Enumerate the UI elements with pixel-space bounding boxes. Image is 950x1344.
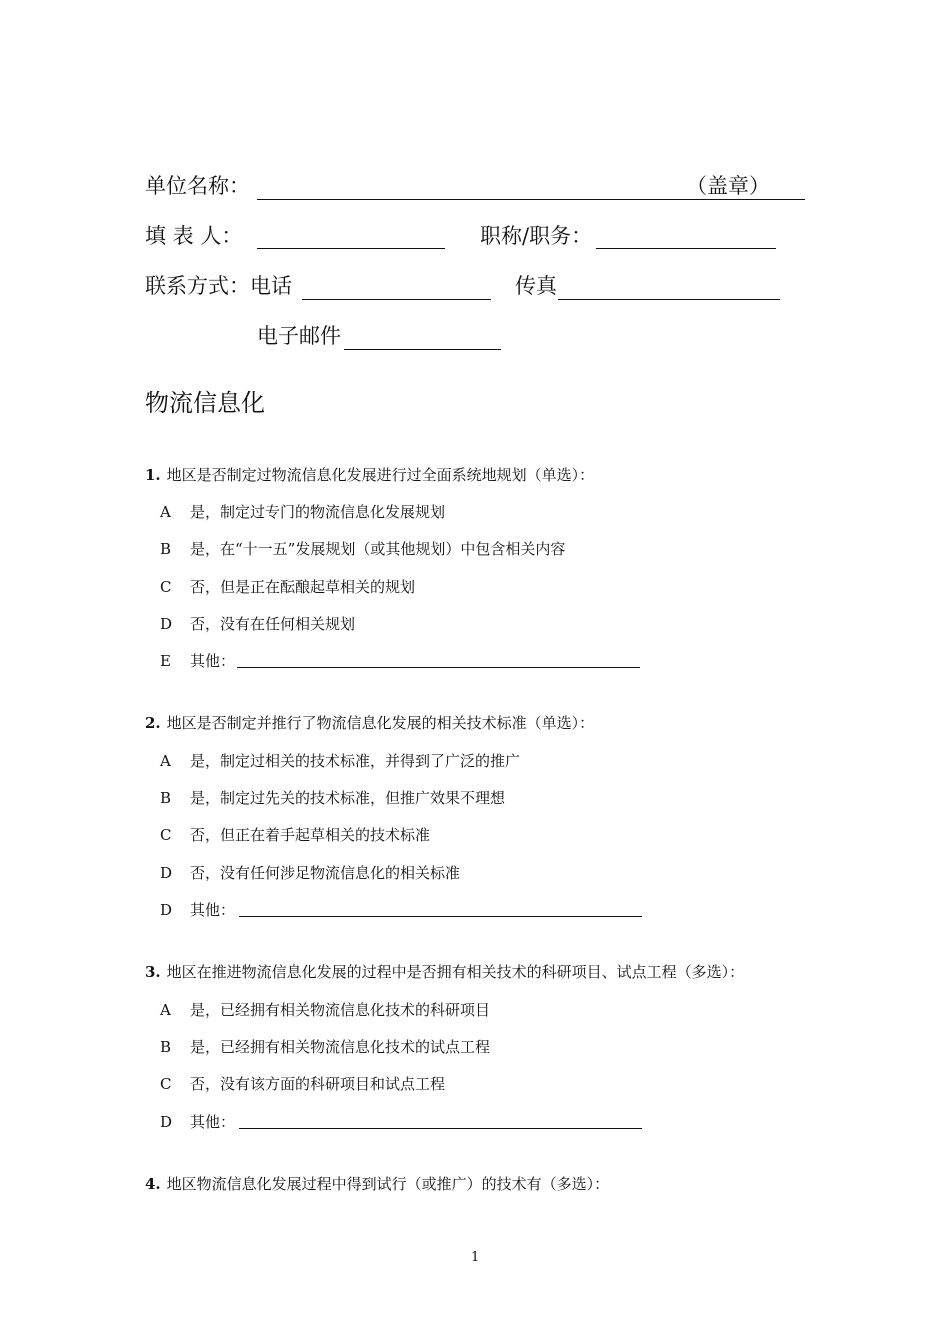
q1-other-field[interactable] (237, 667, 640, 668)
q3-option-a[interactable] (160, 1001, 490, 1019)
email-field[interactable] (344, 349, 501, 350)
q1-option-b[interactable] (160, 540, 565, 558)
q3-option-c[interactable] (160, 1075, 445, 1093)
q2-option-b[interactable] (160, 789, 505, 807)
option-text: 是，制定过专门的物流信息化发展规划 (190, 503, 446, 521)
seal-label: （盖章） (686, 174, 770, 198)
option-text: 是，制定过先关的技术标准，但推广效果不理想 (190, 789, 506, 807)
option-text: 是，已经拥有相关物流信息化技术的科研项目 (190, 1001, 491, 1019)
option-letter: B (160, 789, 172, 807)
question-text: 地区在推进物流信息化发展的过程中是否拥有相关技术的科研项目、试点工程（多选）： (166, 963, 745, 981)
q2-other-field[interactable] (239, 916, 642, 917)
q2-option-a[interactable] (160, 752, 520, 770)
question-number: 3. (145, 963, 161, 981)
email-label: 电子邮件 (257, 324, 341, 348)
fax-label: 传真 (515, 274, 557, 298)
question-number: 2. (145, 714, 161, 732)
unit-name-field[interactable] (257, 199, 805, 200)
question-4 (145, 1175, 609, 1193)
question-2 (145, 714, 594, 732)
option-text: 否，但是正在酝酿起草相关的规划 (190, 578, 416, 596)
question-3 (145, 963, 744, 981)
filler-label: 填 表 人： (145, 224, 243, 248)
option-letter: D (160, 1113, 173, 1131)
option-letter: B (160, 1038, 172, 1056)
option-letter: C (160, 826, 172, 844)
option-letter: C (160, 1075, 172, 1093)
q3-option-other[interactable] (160, 1113, 235, 1131)
phone-field[interactable] (302, 299, 491, 300)
question-number: 4. (145, 1175, 161, 1193)
option-text: 否，没有在任何相关规划 (190, 615, 356, 633)
q2-option-d[interactable] (160, 864, 460, 882)
option-letter: D (160, 615, 173, 633)
question-1 (145, 466, 594, 484)
option-letter: A (160, 752, 171, 770)
q2-option-other[interactable] (160, 901, 235, 919)
q1-option-d[interactable] (160, 615, 355, 633)
option-text: 其他： (190, 901, 236, 919)
option-text: 其他： (190, 1113, 236, 1131)
option-letter: E (160, 652, 171, 670)
q1-option-c[interactable] (160, 578, 415, 596)
contact-phone-label: 联系方式：电话 (145, 274, 292, 298)
q3-option-b[interactable] (160, 1038, 490, 1056)
option-text: 是，已经拥有相关物流信息化技术的试点工程 (190, 1038, 491, 1056)
question-text: 地区物流信息化发展过程中得到试行（或推广）的技术有（多选）： (166, 1175, 610, 1193)
option-letter: B (160, 540, 172, 558)
option-text: 否，但正在着手起草相关的技术标准 (190, 826, 431, 844)
option-letter: D (160, 864, 173, 882)
option-text: 其他： (190, 652, 236, 670)
section-title: 物流信息化 (145, 389, 265, 417)
option-text: 否，没有该方面的科研项目和试点工程 (190, 1075, 446, 1093)
q1-option-e[interactable] (160, 652, 235, 670)
page-number: 1 (471, 1250, 480, 1265)
q1-option-a[interactable] (160, 503, 445, 521)
filler-field[interactable] (257, 248, 445, 249)
job-title-label: 职称/职务： (480, 224, 593, 248)
q2-option-c[interactable] (160, 826, 430, 844)
option-letter: D (160, 901, 173, 919)
fax-field[interactable] (558, 299, 780, 300)
option-text: 是，在“十一五”发展规划（或其他规划）中包含相关内容 (190, 540, 566, 558)
option-letter: C (160, 578, 172, 596)
unit-name-label: 单位名称： (145, 174, 250, 198)
question-text: 地区是否制定过物流信息化发展进行过全面系统地规划（单选）： (166, 466, 595, 484)
option-letter: A (160, 1001, 171, 1019)
option-text: 否，没有任何涉足物流信息化的相关标准 (190, 864, 461, 882)
q3-other-field[interactable] (239, 1128, 642, 1129)
job-title-field[interactable] (596, 248, 776, 249)
question-number: 1. (145, 466, 161, 484)
option-text: 是，制定过相关的技术标准，并得到了广泛的推广 (190, 752, 521, 770)
option-letter: A (160, 503, 171, 521)
question-text: 地区是否制定并推行了物流信息化发展的相关技术标准（单选）： (166, 714, 595, 732)
